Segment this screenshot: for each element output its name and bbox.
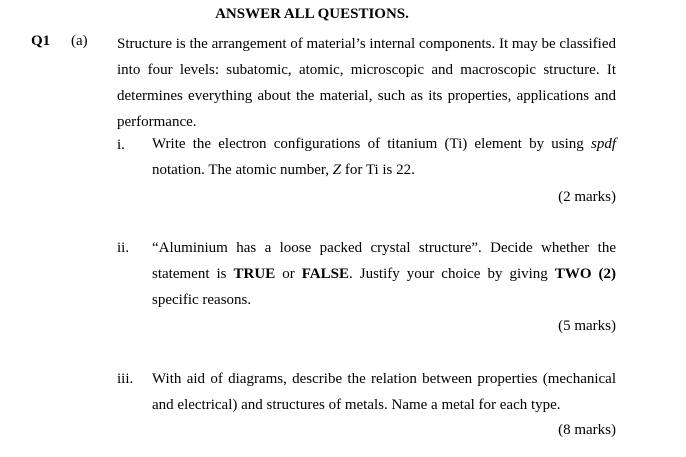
item-i-marks: (2 marks) [558,189,616,205]
item-i-numeral: i. [117,137,125,153]
item-iii-text: With aid of diagrams, describe the relation between properties (mechanical and electrical) and structures of metals. Name a metal for each type. [152,371,616,413]
question-part-label: (a) [71,33,88,49]
item-ii-marks: (5 marks) [558,318,616,334]
section-heading: ANSWER ALL QUESTIONS. [215,6,409,22]
item-iii-numeral: iii. [117,371,134,387]
item-ii-text: “Aluminium has a loose packed crystal structure”. Decide whether the statement is TRUE or FALSE. Justify your choice by giving TWO (2) specific reasons. [152,240,616,308]
question-number: Q1 [31,33,51,49]
item-ii-numeral: ii. [117,240,130,256]
question-intro-paragraph: Structure is the arrangement of material’s internal components. It may be classified into four levels: subatomic, atomic, microscopic and macroscopic structure. It determines everything about the material, such as its properties, applications and performance. [117,36,616,130]
item-i-text: Write the electron configurations of titanium (Ti) element by using spdf notation. The atomic number, Z for Ti is 22. [152,136,616,178]
item-iii-marks: (8 marks) [558,422,616,438]
